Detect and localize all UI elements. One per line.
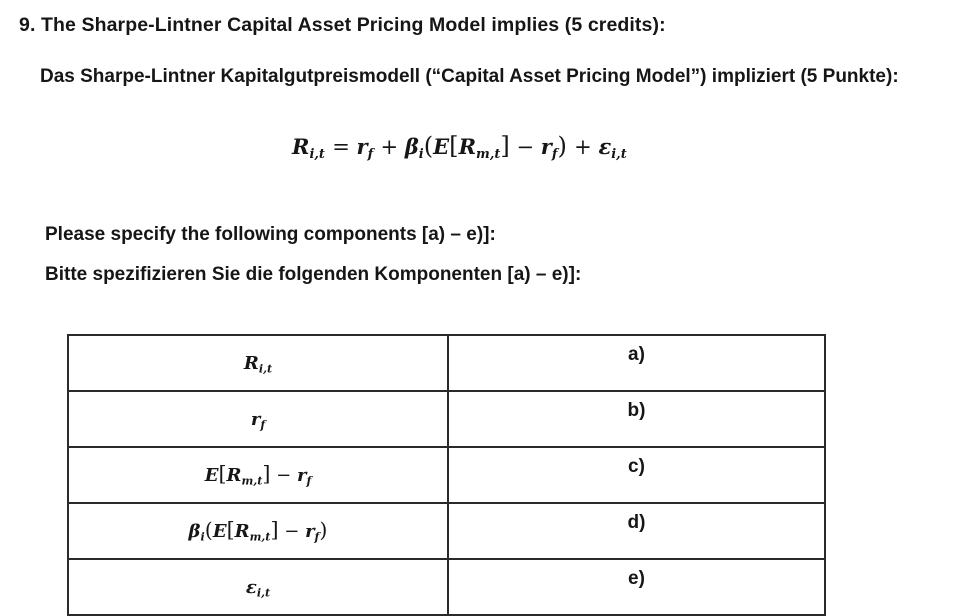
- capm-formula: $R_{i,t} = r_f + \beta_i(E[R_{m,t}] - r_f) + \varepsilon_{i,t}$: [292, 132, 627, 162]
- term-risk-premium: $\beta_i(E[R_{m,t}] - r_f)$: [188, 517, 328, 543]
- instruction-english: Please specify the following components [a) – e)]:: [45, 224, 496, 245]
- table-row: [68, 503, 825, 559]
- formula-term-return: $R_{i,t}$: [292, 134, 325, 162]
- answer-cell: e): [448, 559, 825, 615]
- table-row: [68, 335, 825, 391]
- term-cell: [68, 447, 448, 503]
- answer-cell: b): [448, 391, 825, 447]
- term-return: $R_{i,t}$: [243, 352, 273, 375]
- table-row: [68, 447, 825, 503]
- formula-term-error: $\varepsilon_{i,t}$: [598, 134, 627, 162]
- table-row: [68, 559, 825, 615]
- answer-cell: d): [448, 503, 825, 559]
- answer-cell: a): [448, 335, 825, 391]
- question-title: 9. The Sharpe-Lintner Capital Asset Pricing Model implies (5 credits):: [19, 14, 666, 36]
- table-row: [68, 391, 825, 447]
- term-error: $\varepsilon_{i,t}$: [245, 576, 271, 599]
- term-cell: [68, 559, 448, 615]
- term-cell: [68, 391, 448, 447]
- instruction-german: Bitte spezifizieren Sie die folgenden Komponenten [a) – e)]:: [45, 264, 582, 285]
- question-title-german: Das Sharpe-Lintner Kapitalgutpreismodell (“Capital Asset Pricing Model”) impliziert (5 Punkte):: [40, 66, 899, 87]
- term-cell: [68, 503, 448, 559]
- formula-term-beta: $\beta_i$: [404, 134, 424, 162]
- components-table: [67, 334, 826, 616]
- answer-cell: c): [448, 447, 825, 503]
- term-riskfree: $r_f$: [250, 408, 266, 431]
- term-cell: [68, 335, 448, 391]
- term-market-premium: $E[R_{m,t}] - r_f$: [204, 461, 312, 487]
- formula-term-riskfree: $r_f$: [356, 134, 374, 162]
